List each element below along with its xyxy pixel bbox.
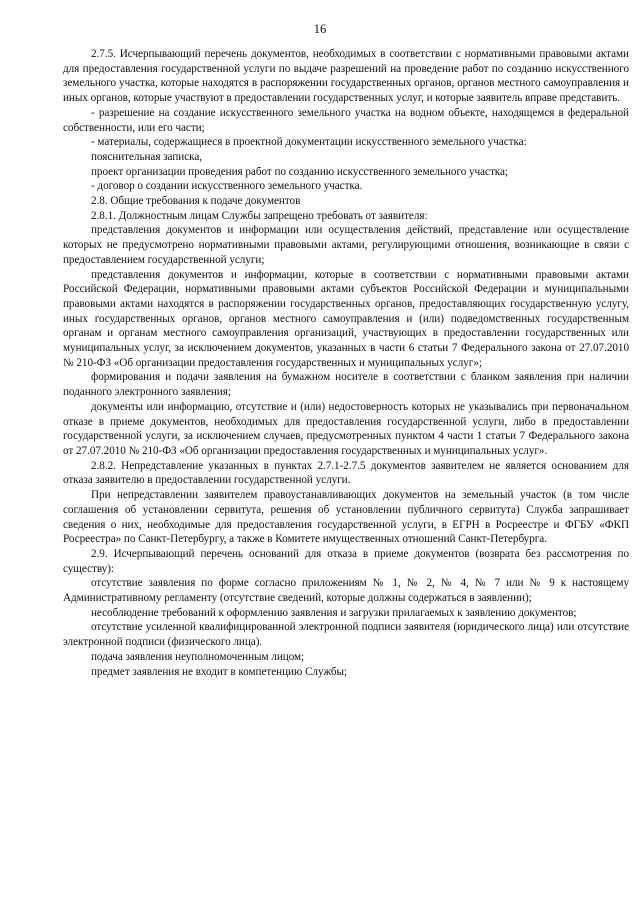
list-item-work-project: проект организации проведения работ по созданию искусственного земельного участка; [91,165,508,178]
refusal-ground-item: подача заявления неуполномоченным лицом; [91,650,305,663]
requirement-item: документы или информацию, отсутствие и (или) недостоверность которых не указывались при первоначальном отказе в приеме документов, необходимых для предоставления государственной услуги, либо в предоставлении государственной услуги, за исключением случаев, предусмотренных пунктом 4 части 1 статьи 7 Федерального закона от 27.07.2010 № 210-ФЗ «Об организации предоставления государственных и муниципальных услуг». [63,400,629,457]
list-item-permit: - разрешение на создание искусственного земельного участка на водном объекте, находящемся в федеральной собственности, или его части; [63,106,629,134]
paragraph-2-7-5: 2.7.5. Исчерпывающий перечень документов, необходимых в соответствии с нормативными правовыми актами для предоставления государственной услуги по выдаче разрешений на проведение работ по созданию искусственного земельного участка, которые находятся в распоряжении государственных органов, органов местного самоуправления и иных органов, которые участвуют в предоставлении государственных услуг, и которые заявитель вправе представить. [63,48,629,105]
refusal-ground-item: отсутствие усиленной квалифицированной электронной подписи заявителя (юридического лица) или отсутствие электронной подписи (физического лица). [63,621,629,649]
refusal-ground-item: предмет заявления не входит в компетенцию Службы; [91,665,348,678]
paragraph-title-documents: При непредставлении заявителем правоустанавливающих документов на земельный участок (в том числе соглашения об установлении сервитута, решения об установлении публичного сервитута) Служба запрашивает сведения о них, необходимые для предоставления государственной услуги, в ЕГРН в Росреестре и ФГБУ «ФКП Росреестра» по Санкт-Петербургу, а также в Комитете имущественных отношений Санкт-Петербурга. [63,489,629,546]
paragraph-2-8-1: 2.8.1. Должностным лицам Службы запрещено требовать от заявителя: [91,209,428,222]
list-item-explanatory-note: пояснительная записка, [91,150,202,163]
document-body [63,47,629,679]
requirement-item: представления документов и информации или осуществления действий, представление или осуществление которых не предусмотрено нормативными правовыми актами, регулирующими отношения, возникающие в связи с предоставлением государственной услуги; [63,224,629,266]
refusal-ground-item: отсутствие заявления по форме согласно приложениям № 1, № 2, № 4, № 7 или № 9 к настоящему Административному регламенту (отсутствие сведений, которые должны содержаться в заявлении); [63,577,629,605]
requirement-item: представления документов и информации, которые в соответствии с нормативными правовыми актами Российской Федерации, нормативными правовыми актами субъектов Российской Федерации и муниципальными правовыми актами находятся в распоряжении государственных органов, предоставляющих государственную услугу, иных государственных органов, органов местного самоуправления и (или) подведомственных государственным органам и органам местного самоуправления организаций, участвующих в предоставлении государственных или муниципальных услуг, за исключением документов, указанных в части 6 статьи 7 Федерального закона от 27.07.2010 № 210-ФЗ «Об организации предоставления государственных и муниципальных услуг»; [63,268,629,369]
list-item-materials: - материалы, содержащиеся в проектной документации искусственного земельного участка: [91,136,527,149]
list-item-contract: - договор о создании искусственного земельного участка. [91,180,363,193]
paragraph-2-9: 2.9. Исчерпывающий перечень оснований для отказа в приеме документов (возврата без рассмотрения по существу): [63,547,629,575]
requirement-item: формирования и подачи заявления на бумажном носителе в соответствии с бланком заявления при наличии поданного электронного заявления; [63,371,629,399]
section-heading-2-8: 2.8. Общие требования к подаче документов [91,195,301,208]
page-number: 16 [313,22,327,36]
refusal-ground-item: несоблюдение требований к оформлению заявления и загрузки прилагаемых к заявлению документов; [91,606,577,619]
paragraph-2-8-2: 2.8.2. Непредставление указанных в пунктах 2.7.1-2.7.5 документов заявителем не является основанием для отказа заявителю в предоставлении государственной услуги. [63,459,629,487]
